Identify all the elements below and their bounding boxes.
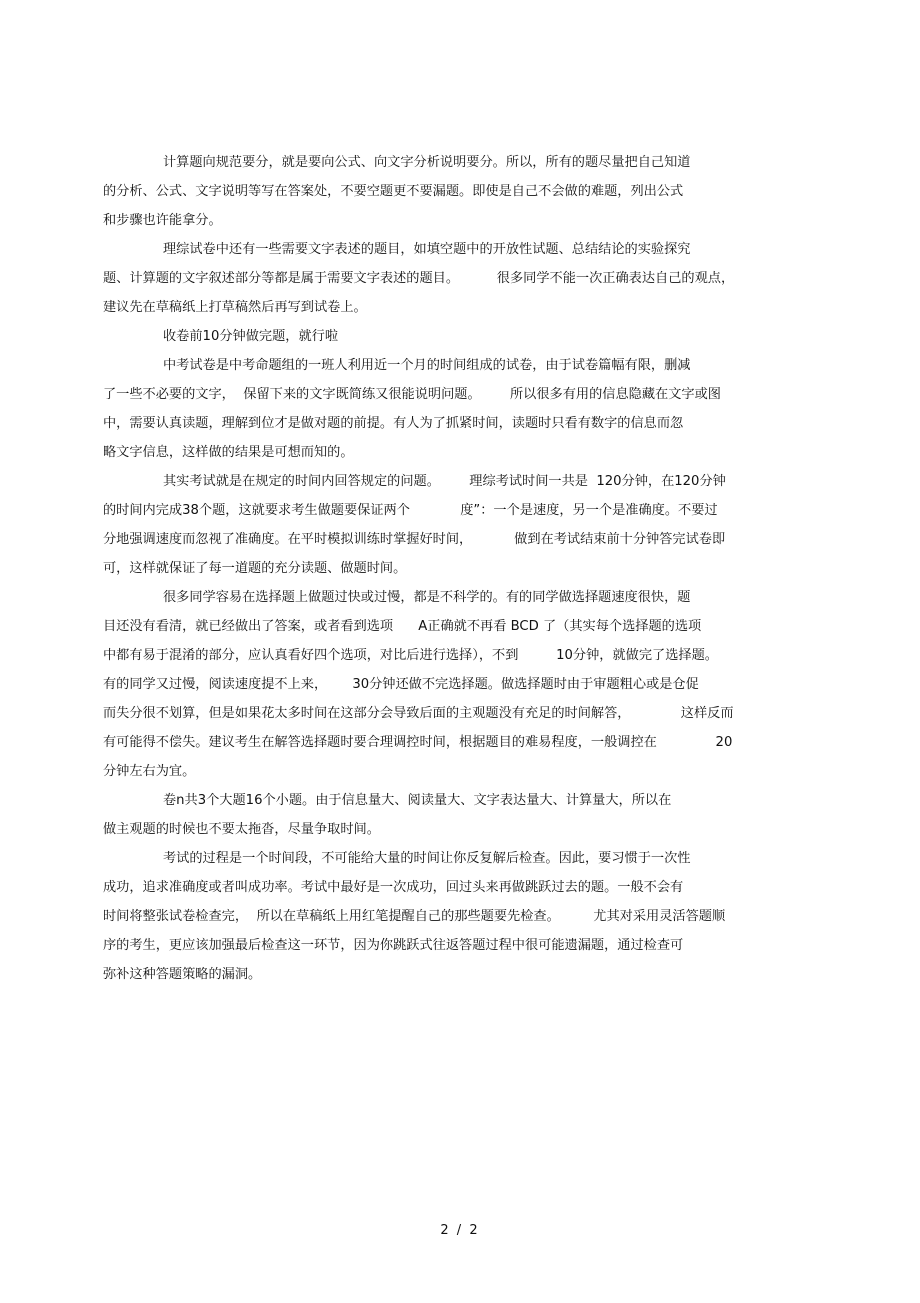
paragraph-line: 做主观题的时候也不要太拖沓，尽量争取时间。 [103, 822, 380, 837]
paragraph-line: 而失分很不划算，但是如果花太多时间在这部分会导致后面的主观题没有充足的时间解答， 这样反而 [103, 706, 734, 721]
paragraph-line: 有的同学又过慢，阅读速度提不上来， 30分钟还做不完选择题。做选择题时由于审题粗心或是仓促 [103, 677, 699, 692]
paragraph-line: 分钟左右为宜。 [103, 764, 196, 779]
paragraph-line: 有可能得不偿失。建议考生在解答选择题时要合理调控时间，根据题目的难易程度，一般调控在 20 [103, 735, 733, 750]
paragraph-subjective [103, 786, 803, 844]
paragraph-line: 建议先在草稿纸上打草稿然后再写到试卷上。 [103, 300, 367, 315]
paragraph-multiple-choice [103, 583, 803, 786]
paragraph-line: 的分析、公式、文字说明等写在答案处，不要空题更不要漏题。即使是自己不会做的难题，列出公式 [103, 184, 684, 199]
paragraph-line: 收卷前10分钟做完题，就行啦 [163, 329, 339, 344]
paragraph-line: 理综试卷中还有一些需要文字表述的题目，如填空题中的开放性试题、总结结论的实验探究 [163, 242, 691, 257]
paragraph-line: 目还没有看清，就已经做出了答案，或者看到选项 A正确就不再看 BCD 了（其实每个选择题的选项 [103, 619, 702, 634]
paragraph-reading [103, 351, 803, 467]
page-number: 2 / 2 [440, 1223, 480, 1238]
paragraph-text-expression [103, 235, 803, 322]
paragraph-line: 分地强调速度而忽视了准确度。在平时模拟训练时掌握好时间， 做到在考试结束前十分钟答完试卷即 [103, 532, 726, 547]
paragraph-line: 很多同学容易在选择题上做题过快或过慢，都是不科学的。有的同学做选择题速度很快，题 [163, 590, 691, 605]
paragraph-line: 卷n共3个大题16个小题。由于信息量大、阅读量大、文字表达量大、计算量大，所以在 [163, 793, 672, 808]
paragraph-line: 中考试卷是中考命题组的一班人利用近一个月的时间组成的试卷，由于试卷篇幅有限，删减 [163, 358, 691, 373]
paragraph-line: 序的考生，更应该加强最后检查这一环节，因为你跳跃式往返答题过程中很可能遗漏题，通过检查可 [103, 938, 684, 953]
paragraph-line: 和步骤也许能拿分。 [103, 213, 222, 228]
paragraph-line: 计算题向规范要分，就是要向公式、向文字分析说明要分。所以，所有的题尽量把自己知道 [163, 155, 691, 170]
paragraph-line: 的时间内完成38个题，这就要求考生做题要保证两个 度”：一个是速度，另一个是准确度。不要过 [103, 503, 718, 518]
paragraph-line: 时间将整张试卷检查完， 所以在草稿纸上用红笔提醒自己的那些题要先检查。 尤其对采用灵活答题顺 [103, 909, 726, 924]
paragraph-line: 考试的过程是一个时间段，不可能给大量的时间让你反复解后检查。因此，要习惯于一次性 [163, 851, 691, 866]
paragraph-calculation [103, 148, 803, 235]
paragraph-line: 略文字信息，这样做的结果是可想而知的。 [103, 445, 354, 460]
paragraph-checking [103, 844, 803, 989]
paragraph-line: 弥补这种答题策略的漏洞。 [103, 967, 262, 982]
paragraph-line: 了一些不必要的文字， 保留下来的文字既简练又很能说明问题。 所以很多有用的信息隐藏在文字或图 [103, 387, 721, 402]
paragraph-line: 中，需要认真读题，理解到位才是做对题的前提。有人为了抓紧时间，读题时只看有数字的信息而忽 [103, 416, 684, 431]
paragraph-line: 其实考试就是在规定的时间内回答规定的问题。 理综考试时间一共是 120分钟，在120分钟 [163, 474, 726, 489]
document-body [103, 148, 803, 989]
paragraph-heading-finish [103, 322, 803, 351]
paragraph-line: 可，这样就保证了每一道题的充分读题、做题时间。 [103, 561, 407, 576]
paragraph-line: 中都有易于混淆的部分，应认真看好四个选项，对比后进行选择），不到 10分钟，就做完了选择题。 [103, 648, 718, 663]
paragraph-time [103, 467, 803, 583]
paragraph-line: 题、计算题的文字叙述部分等都是属于需要文字表述的题目。 很多同学不能一次正确表达自己的观点， [103, 271, 735, 286]
paragraph-line: 成功，追求准确度或者叫成功率。考试中最好是一次成功，回过头来再做跳跃过去的题。一般不会有 [103, 880, 684, 895]
